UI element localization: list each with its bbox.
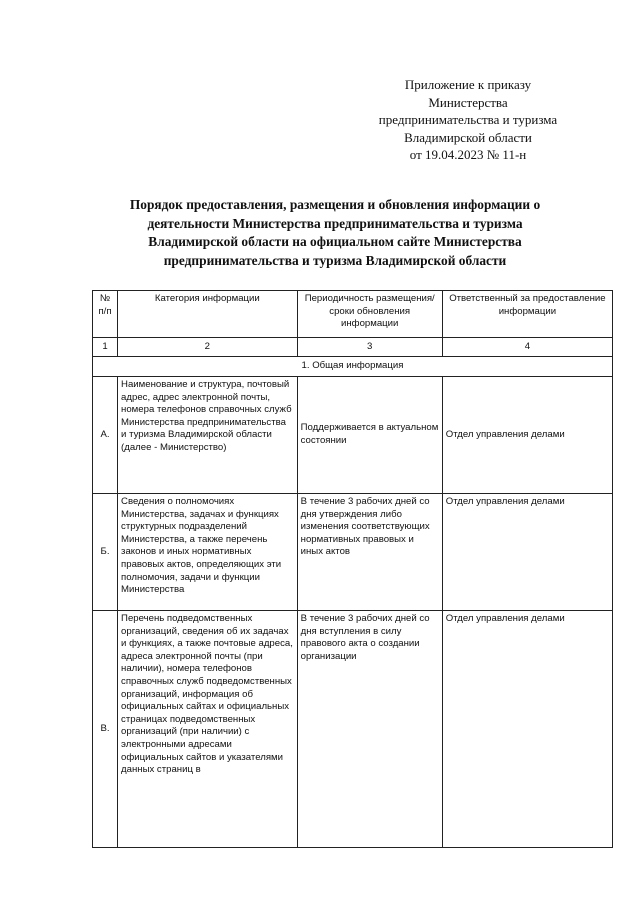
table-header-row: [93, 291, 613, 338]
column-number-row: [93, 338, 613, 357]
table-row: [93, 377, 613, 494]
header-category: Категория информации: [118, 291, 298, 338]
appendix-line: Владимирской области: [404, 129, 532, 145]
row-periodicity: В течение 3 рабочих дней со дня утверждения либо изменения соответствующих нормативных правовых и иных актов: [297, 494, 442, 611]
table-row: [93, 611, 613, 848]
row-responsible: Отдел управления делами: [442, 611, 612, 848]
table-row: [93, 494, 613, 611]
appendix-line: Приложение к приказу: [404, 77, 532, 92]
title-line: деятельности Министерства предпринимательства и туризма: [147, 215, 523, 231]
row-category: Наименование и структура, почтовый адрес, адрес электронной почты, номера телефонов справочных служб Министерства предпринимательства и туризма Владимирской области (далее - Министерство): [118, 377, 298, 494]
title-line: предпринимательства и туризма Владимирской области: [163, 252, 507, 268]
column-number: 3: [297, 338, 442, 357]
document-title: [90, 196, 580, 270]
row-periodicity: В течение 3 рабочих дней со дня вступления в силу правового акта о создании организации: [297, 611, 442, 848]
header-responsible: Ответственный за предоставление информации: [442, 291, 612, 338]
appendix-line: предпринимательства и туризма: [378, 112, 558, 127]
row-periodicity: Поддерживается в актуальном состоянии: [297, 377, 442, 494]
column-number: 1: [93, 338, 118, 357]
appendix-reference: [340, 76, 596, 164]
header-periodicity: Периодичность размещения/ сроки обновления информации: [297, 291, 442, 338]
row-responsible: Отдел управления делами: [442, 377, 612, 494]
appendix-line: Министерства: [428, 94, 508, 110]
row-number: А.: [93, 377, 118, 494]
row-number: В.: [93, 611, 118, 848]
column-number: 4: [442, 338, 612, 357]
information-table: [92, 290, 613, 848]
header-no: № п/п: [93, 291, 118, 338]
section-row: [93, 357, 613, 377]
title-line: Владимирской области на официальном сайте Министерства: [148, 234, 522, 249]
row-category: Перечень подведомственных организаций, сведения об их задачах и функциях, а также почтовые адреса, адреса электронной почты (при наличии), номера телефонов справочных служб подведомственных организаций, информация об официальных сайтах и официальных страницах подведомственных организаций (при наличии) с электронными адресами официальных сайтов и указателями данных страниц в: [118, 611, 298, 848]
title-line: Порядок предоставления, размещения и обновления информации о: [129, 197, 541, 212]
column-number: 2: [118, 338, 298, 357]
row-number: Б.: [93, 494, 118, 611]
row-category: Сведения о полномочиях Министерства, задачах и функциях структурных подразделений Министерства, а также перечень законов и иных нормативных правовых актов, определяющих эти полномочия, задачи и функции Министерства: [118, 494, 298, 611]
section-title: 1. Общая информация: [93, 357, 613, 377]
appendix-line: от 19.04.2023 № 11-н: [409, 147, 527, 162]
row-responsible: Отдел управления делами: [442, 494, 612, 611]
